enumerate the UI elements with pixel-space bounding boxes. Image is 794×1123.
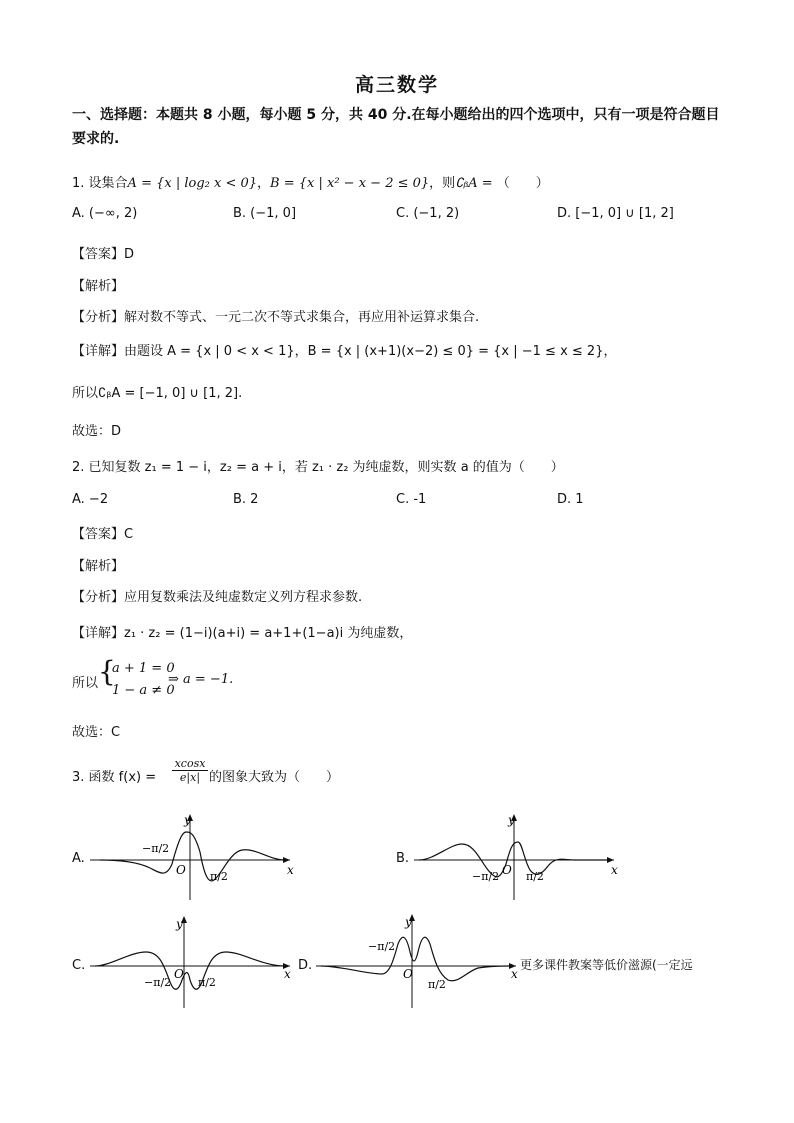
section-heading: 一、选择题：本题共 8 小题，每小题 5 分，共 40 分.在每小题给出的四个选项中，只有一项是符合题目要求的. xyxy=(72,107,720,147)
q1-then: ，则 xyxy=(429,176,456,191)
q1-option-d: D. [−1, 0] ∪ [1, 2] xyxy=(557,206,674,221)
graph-a xyxy=(90,812,300,902)
graph-a-y-label: y xyxy=(184,813,191,827)
graph-c-y-label: y xyxy=(176,917,183,931)
graph-d-pos-half-pi: π/2 xyxy=(428,978,446,991)
graph-d-y-label: y xyxy=(405,915,412,929)
graph-a-neg-half-pi: −π/2 xyxy=(142,842,170,855)
graph-c-pos-half-pi: π/2 xyxy=(198,976,216,989)
q2-stem: 2. 已知复数 z₁ = 1 − i，z₂ = a + i，若 z₁ · z₂ 为纯虚数，则实数 a 的值为（ ） xyxy=(72,460,564,475)
graph-c xyxy=(90,914,300,1010)
footer-promo-text: 更多课件教案等低价滋源(一定远 xyxy=(520,958,693,972)
graph-a-x-label: x xyxy=(287,863,294,877)
graph-b-origin: O xyxy=(502,863,512,877)
q3-stem-prefix: 3. 函数 f(x) = xyxy=(72,770,157,785)
graph-c-neg-half-pi: −π/2 xyxy=(144,976,172,989)
page-title: 高三数学 xyxy=(354,74,439,96)
graph-b xyxy=(414,812,624,902)
q2-equation-1: a + 1 = 0 xyxy=(112,661,175,676)
q1-comma: ， xyxy=(257,176,271,191)
q1-conclusion: 所以∁ᵦA = [−1, 0] ∪ [1, 2]. xyxy=(72,386,243,401)
q1-prefix: 1. 设集合 xyxy=(72,176,128,191)
q3-numerator: xcosx xyxy=(172,757,208,771)
q1-choose: 故选：D xyxy=(72,424,122,439)
q2-option-c: C. -1 xyxy=(396,492,427,507)
graph-c-x-label: x xyxy=(284,967,291,981)
q1-complement: ∁ᵦA = xyxy=(455,176,493,191)
q2-fenxi: 【分析】应用复数乘法及纯虚数定义列方程求参数. xyxy=(72,590,363,605)
q3-denominator: e|x| xyxy=(179,771,201,784)
q2-xiangjie: 【详解】z₁ · z₂ = (1−i)(a+i) = a+1+(1−a)i 为纯虚数， xyxy=(72,626,413,641)
q1-paren: （ ） xyxy=(496,176,549,191)
graph-d xyxy=(316,912,526,1010)
graph-b-y-label: y xyxy=(508,813,515,827)
graph-d-neg-half-pi: −π/2 xyxy=(368,940,396,953)
q2-result: ⇒ a = −1. xyxy=(168,672,234,687)
graph-c-letter: C. xyxy=(72,958,86,973)
q1-option-b: B. (−1, 0] xyxy=(233,206,297,221)
system-brace: { xyxy=(98,655,116,688)
q2-choose: 故选：C xyxy=(72,725,121,740)
q1-option-a: A. (−∞, 2) xyxy=(72,206,138,221)
graph-d-letter: D. xyxy=(298,958,313,973)
q2-option-b: B. 2 xyxy=(233,492,259,507)
q1-analysis-label: 【解析】 xyxy=(72,279,125,294)
graph-a-pos-half-pi: π/2 xyxy=(210,870,228,883)
q1-fenxi: 【分析】解对数不等式、一元二次不等式求集合，再应用补运算求集合. xyxy=(72,310,480,325)
q1-set-a: A = {x | log₂ x < 0} xyxy=(127,176,258,191)
graph-b-letter: B. xyxy=(396,851,410,866)
graph-a-letter: A. xyxy=(72,851,85,866)
q3-fraction xyxy=(172,757,208,785)
graph-b-x-label: x xyxy=(611,863,618,877)
graph-b-neg-half-pi: −π/2 xyxy=(472,870,500,883)
q2-answer: 【答案】C xyxy=(72,527,134,542)
q1-option-c: C. (−1, 2) xyxy=(396,206,460,221)
q2-option-d: D. 1 xyxy=(557,492,584,507)
q1-stem xyxy=(72,172,549,191)
graph-a-origin: O xyxy=(176,863,186,877)
q2-so-prefix: 所以 xyxy=(72,676,99,691)
graph-b-pos-half-pi: π/2 xyxy=(526,870,544,883)
q1-answer: 【答案】D xyxy=(72,247,135,262)
graph-d-x-label: x xyxy=(511,967,518,981)
q1-xiangjie: 【详解】由题设 A = {x | 0 < x < 1}，B = {x | (x+1)(x−2) ≤ 0} = {x | −1 ≤ x ≤ 2}， xyxy=(72,344,617,359)
q3-stem-suffix: 的图象大致为（ ） xyxy=(209,770,340,785)
q2-analysis-label: 【解析】 xyxy=(72,559,125,574)
graph-c-origin: O xyxy=(174,967,184,981)
q2-equation-2: 1 − a ≠ 0 xyxy=(112,683,175,698)
q1-set-b: B = {x | x² − x − 2 ≤ 0} xyxy=(270,176,430,191)
q2-option-a: A. −2 xyxy=(72,492,109,507)
graph-d-origin: O xyxy=(403,967,413,981)
